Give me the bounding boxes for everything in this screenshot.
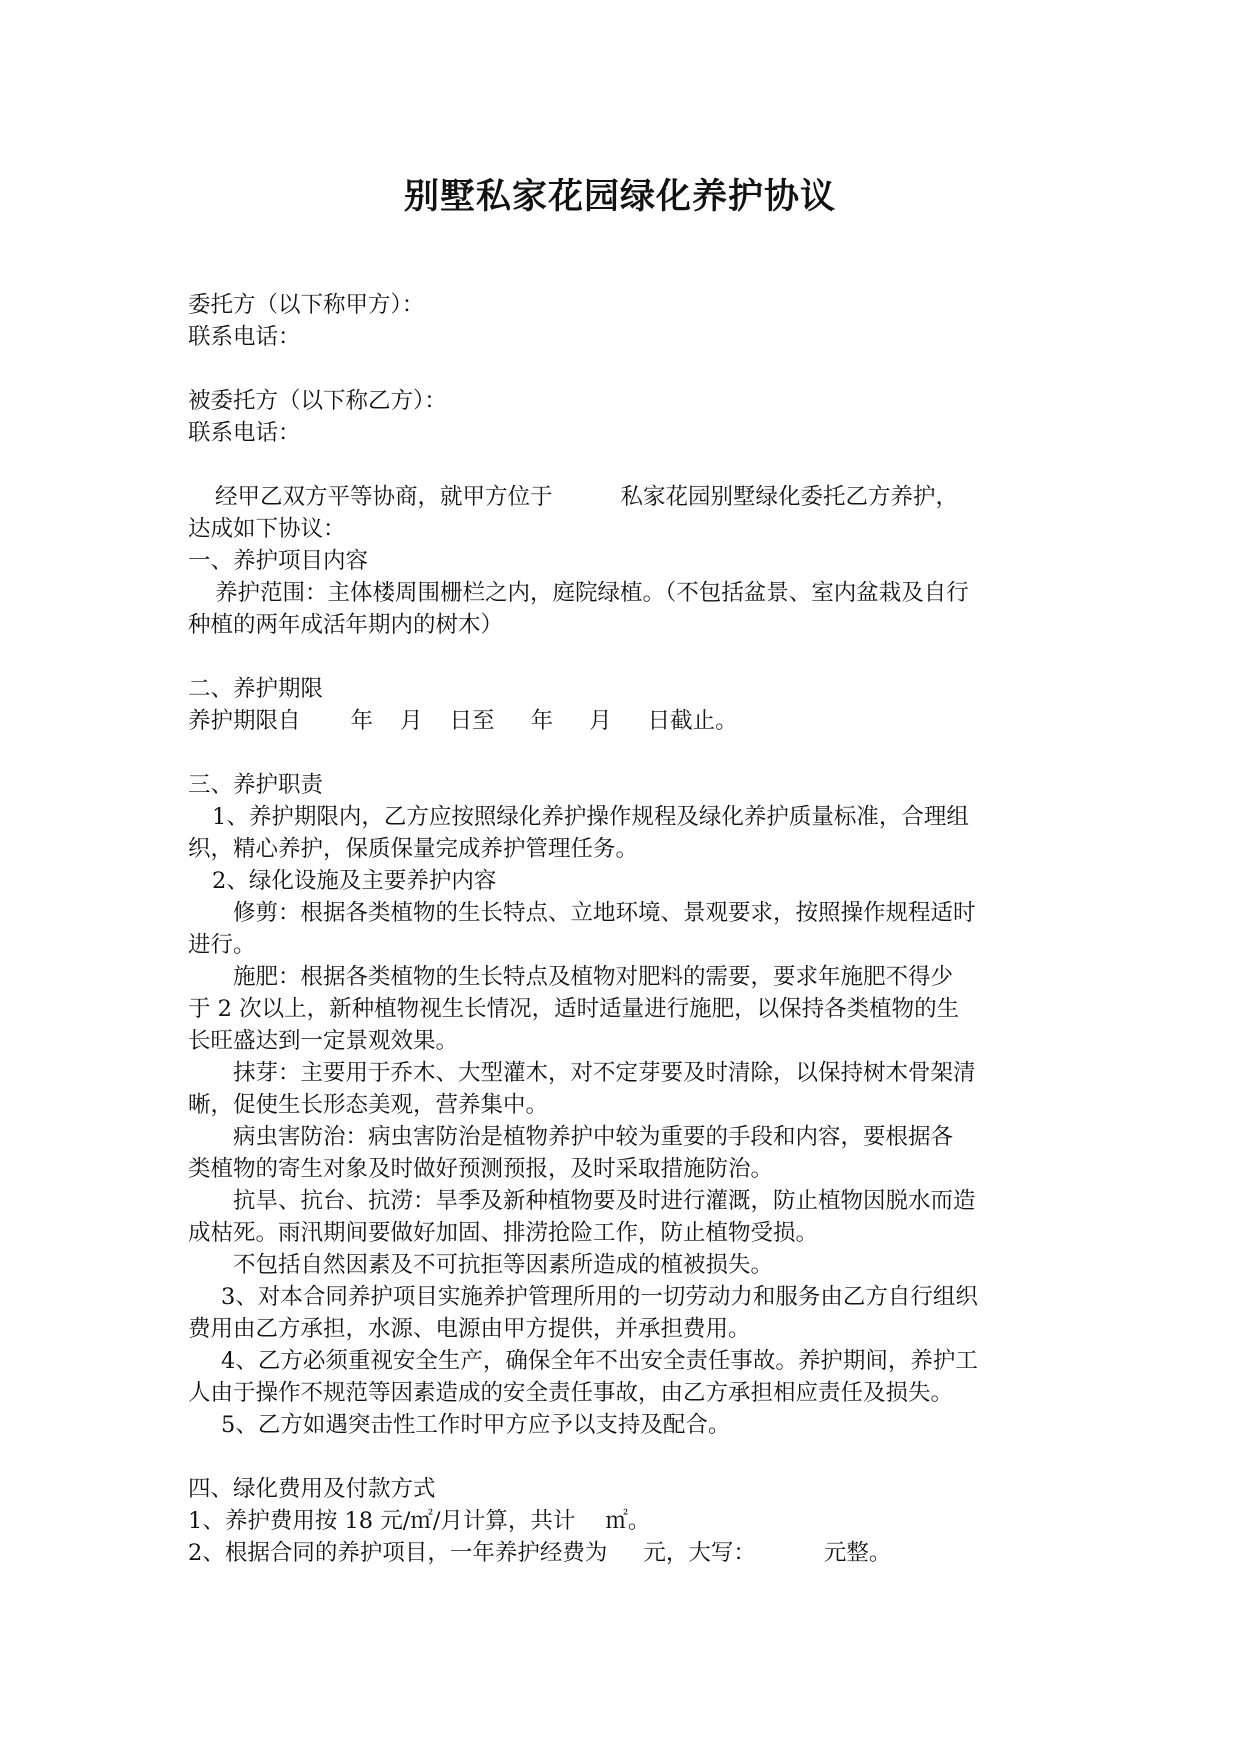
section3-item1-line1: 1、养护期限内，乙方应按照绿化养护操作规程及绿化养护质量标准，合理组 [212,804,969,830]
document-body [188,289,1058,1569]
section3-item4-line1: 4、乙方必须重视安全生产，确保全年不出安全责任事故。养护期间，养护工 [221,1348,978,1374]
party-a-label: 委托方（以下称甲方）： [188,292,425,318]
annual-part2: 元，大写： [643,1540,756,1566]
period-month1: 月 [400,708,423,734]
fee-part2: ㎡。 [605,1508,651,1534]
section3-fert-line1: 施肥：根据各类植物的生长特点及植物对肥料的需要，要求年施肥不得少 [233,964,954,990]
section3-pest-line2: 类植物的寄生对象及时做好预测预报，及时采取措施防治。 [188,1156,774,1182]
section3-item3-line2: 费用由乙方承担，水源、电源由甲方提供，并承担费用。 [188,1316,751,1342]
section3-drought-line2: 成枯死。雨汛期间要做好加固、排涝抢险工作，防止植物受损。 [188,1220,819,1246]
section3-item1-line2: 织，精心养护，保质保量完成养护管理任务。 [188,836,639,862]
section3-exclusion: 不包括自然因素及不可抗拒等因素所造成的植被损失。 [233,1252,774,1278]
intro-part3: 达成如下协议： [188,516,346,542]
section3-prune-line1: 修剪：根据各类植物的生长特点、立地环境、景观要求，按照操作规程适时 [233,900,976,926]
spacer [188,641,1058,673]
period-month2: 月 [589,708,612,734]
section3-item2: 2、绿化设施及主要养护内容 [212,868,497,894]
section3-bud-line2: 晰，促使生长形态美观，营养集中。 [188,1092,549,1118]
spacer [188,737,1058,769]
annual-part1: 2、根据合同的养护项目，一年养护经费为 [188,1540,608,1566]
section3-pest-line1: 病虫害防治：病虫害防治是植物养护中较为重要的手段和内容，要根据各 [233,1124,954,1150]
section3-fert-line3: 长旺盛达到一定景观效果。 [188,1028,459,1054]
section3-item4-line2: 人由于操作不规范等因素造成的安全责任事故，由乙方承担相应责任及损失。 [188,1380,954,1406]
fee-part1: 1、养护费用按 18 元/㎡/月计算，共计 [188,1508,576,1534]
section1-heading: 一、养护项目内容 [188,548,369,574]
section1-scope-line1: 养护范围：主体楼周围栅栏之内，庭院绿植。（不包括盆景、室内盆栽及自行 [215,580,969,606]
section3-drought-line1: 抗旱、抗台、抗涝：旱季及新种植物要及时进行灌溉，防止植物因脱水而造 [233,1188,976,1214]
section4-heading: 四、绿化费用及付款方式 [188,1476,436,1502]
period-day-end: 日截止。 [647,708,738,734]
section4-annual-line [188,1537,1058,1569]
intro-part2: 私家花园别墅绿化委托乙方养护， [620,484,959,510]
intro-line [188,481,1058,513]
period-year2: 年 [530,708,554,734]
party-b-label: 被委托方（以下称乙方）： [188,388,447,414]
party-b-phone-label: 联系电话： [188,420,301,446]
section3-item5: 5、乙方如遇突击性工作时甲方应予以支持及配合。 [221,1412,731,1438]
section1-scope-line2: 种植的两年成活年期内的树木） [188,612,504,638]
period-year1: 年 [350,708,374,734]
period-prefix: 养护期限自 [188,708,301,734]
intro-part1: 经甲乙双方平等协商，就甲方位于 [215,484,553,510]
section4-fee-line [188,1505,1058,1537]
section3-prune-line2: 进行。 [188,932,256,958]
section3-fert-line2: 于 2 次以上，新种植物视生长情况，适时适量进行施肥，以保持各类植物的生 [188,996,960,1022]
spacer [188,449,1058,481]
section2-period-line [188,705,1058,737]
spacer [188,353,1058,385]
party-a-phone-label: 联系电话： [188,324,301,350]
section3-bud-line1: 抹芽：主要用于乔木、大型灌木，对不定芽要及时清除，以保持树木骨架清 [233,1060,976,1086]
annual-part3: 元整。 [823,1540,892,1566]
period-day-to: 日至 [449,708,495,734]
document-title: 别墅私家花园绿化养护协议 [403,177,836,217]
section2-heading: 二、养护期限 [188,676,324,702]
section3-item3-line1: 3、对本合同养护项目实施养护管理所用的一切劳动力和服务由乙方自行组织 [221,1284,978,1310]
section3-heading: 三、养护职责 [188,772,324,798]
spacer [188,1441,1058,1473]
